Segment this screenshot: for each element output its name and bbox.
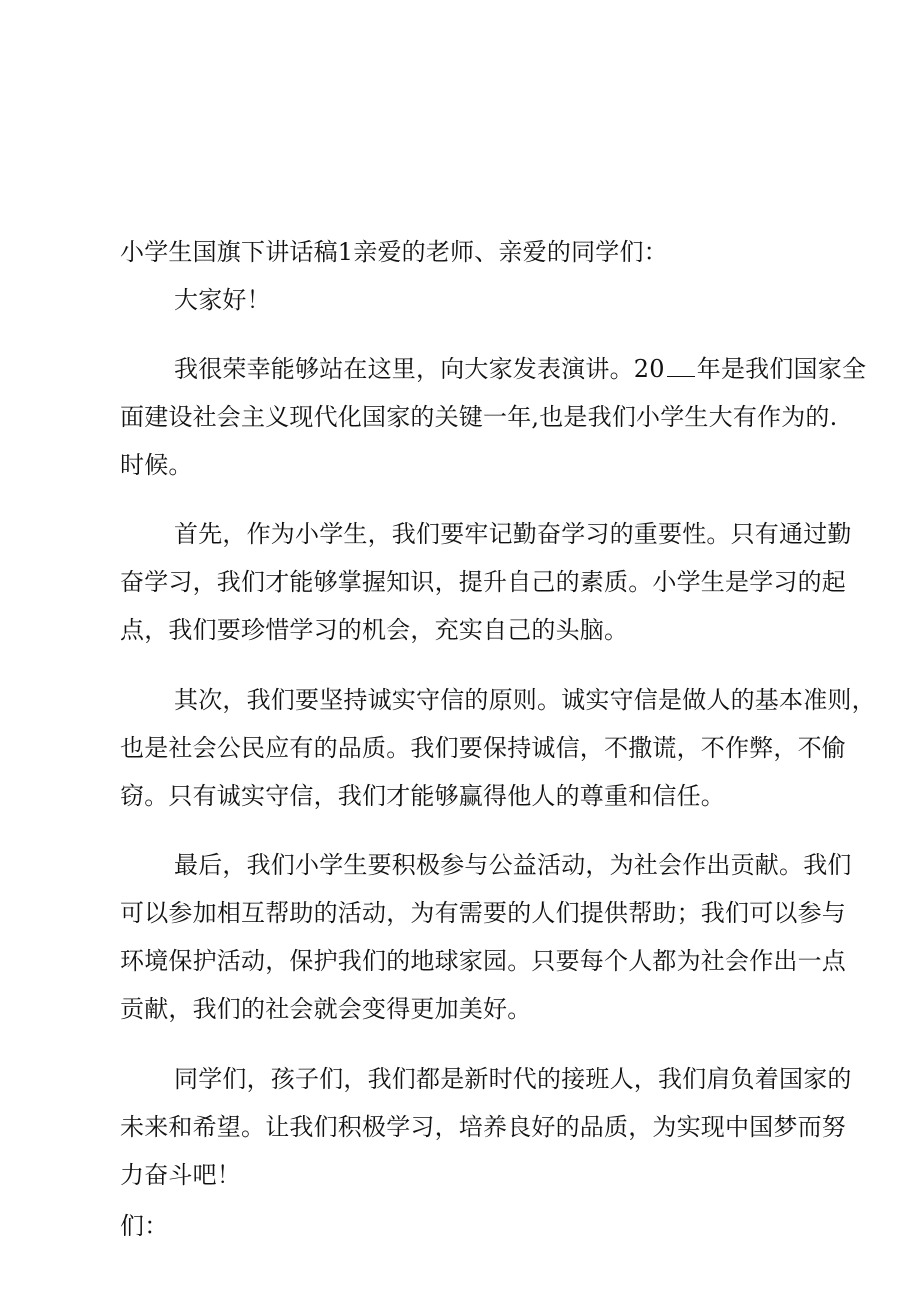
paragraph-3-line-2: 也是社会公民应有的品质。我们要保持诚信，不撒谎，不作弊，不偷 [120,734,846,762]
paragraph-4-line-4: 贡献，我们的社会就会变得更加美好。 [120,995,532,1023]
greeting: 大家好！ [174,286,271,314]
paragraph-2-line-2: 奋学习，我们才能够掌握知识，提升自己的素质。小学生是学习的起 [120,568,846,596]
year-blank [667,356,695,377]
paragraph-1-line-1-part-a: 我很荣幸能够站在这里，向大家发表演讲。20 [174,355,665,383]
paragraph-1-line-1 [174,345,874,393]
paragraph-1-line-2: 面建设社会主义现代化国家的关键一年,也是我们小学生大有作为的. [120,403,838,431]
paragraph-3-line-1: 其次，我们要坚持诚实守信的原则。诚实守信是做人的基本准则， [174,686,876,714]
paragraph-2-line-1: 首先，作为小学生，我们要牢记勤奋学习的重要性。只有通过勤 [174,520,852,548]
paragraph-5-line-2: 未来和希望。让我们积极学习，培养良好的品质，为实现中国梦而努 [120,1113,846,1141]
paragraph-4-line-1: 最后，我们小学生要积极参与公益活动，为社会作出贡献。我们 [174,851,852,879]
paragraph-1-line-3: 时候。 [120,451,193,479]
paragraph-5-line-3: 力奋斗吧！ [120,1161,241,1189]
paragraph-4-line-3: 环境保护活动，保护我们的地球家园。只要每个人都为社会作出一点 [120,947,846,975]
title-line: 小学生国旗下讲话稿1亲爱的老师、亲爱的同学们： [120,238,668,266]
paragraph-5-line-1: 同学们，孩子们，我们都是新时代的接班人，我们肩负着国家的 [174,1065,852,1093]
trailing-fragment: 们： [120,1212,169,1240]
paragraph-3-line-3: 窃。只有诚实守信，我们才能够赢得他人的尊重和信任。 [120,782,725,810]
paragraph-4-line-2: 可以参加相互帮助的活动，为有需要的人们提供帮助；我们可以参与 [120,899,846,927]
paragraph-2-line-3: 点，我们要珍惜学习的机会，充实自己的头脑。 [120,616,629,644]
paragraph-1-line-1-part-b: 年是我们国家全 [696,355,867,383]
